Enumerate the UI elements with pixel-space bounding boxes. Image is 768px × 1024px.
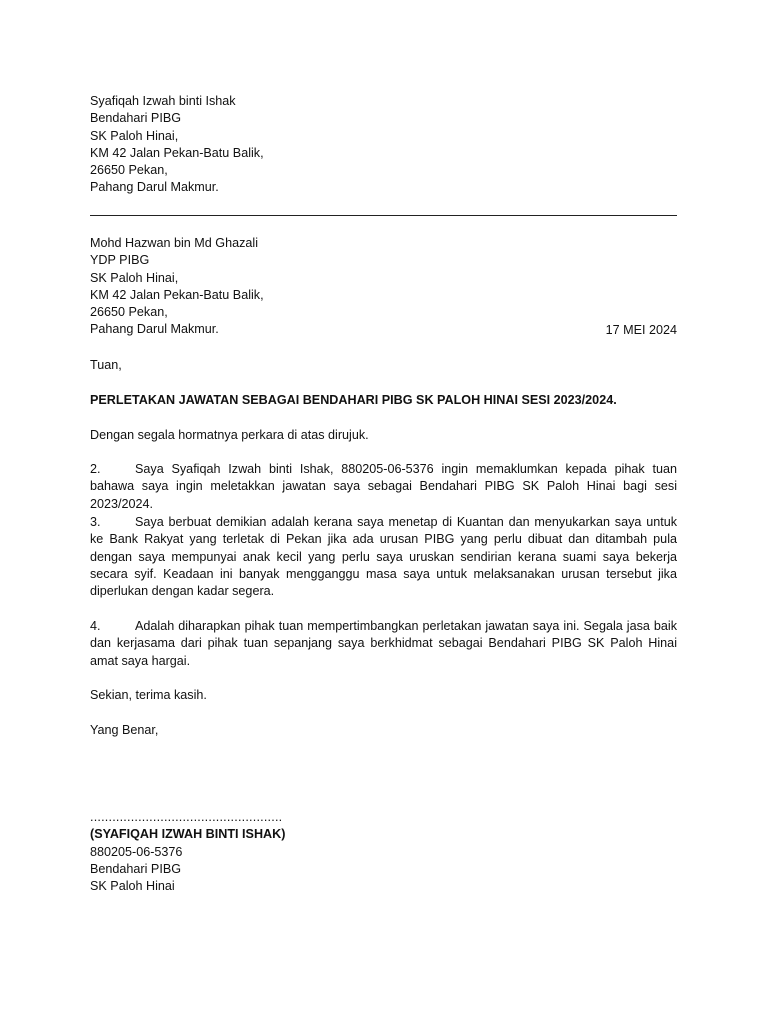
paragraph-text: Adalah diharapkan pihak tuan mempertimbangkan perletakan jawatan saya ini. Segala jasa baik dan kerjasama dari pihak tuan sepanjang saya berkhidmat sebagai Bendahari PIBG SK Paloh Hinai amat saya hargai. bbox=[90, 619, 677, 668]
paragraph-2 bbox=[90, 461, 677, 513]
signatory-position: Bendahari PIBG bbox=[90, 861, 182, 876]
letter-date: 17 MEI 2024 bbox=[605, 323, 677, 337]
recipient-address-line-1: KM 42 Jalan Pekan-Batu Balik, bbox=[90, 287, 264, 302]
salutation: Tuan, bbox=[90, 358, 122, 372]
signatory-ic-number: 880205-06-5376 bbox=[90, 844, 183, 859]
paragraph-text: Saya berbuat demikian adalah kerana saya menetap di Kuantan dan menyukarkan saya untuk ke Bank Rakyat yang terletak di Pekan jika ada urusan PIBG yang perlu dibuat dan ditambah pula dengan saya mempunyai anak kecil yang perlu saya uruskan sendirian kerana suami saya bekerja secara syif. Keadaan ini banyak mengganggu masa saya untuk melaksanakan urusan tersebut jika diperlukan dengan kadar segera. bbox=[90, 515, 677, 599]
paragraph-3 bbox=[90, 514, 677, 600]
signatory-name: (SYAFIQAH IZWAH BINTI ISHAK) bbox=[90, 827, 286, 842]
sender-address-line-2: 26650 Pekan, bbox=[90, 163, 168, 178]
recipient-school: SK Paloh Hinai, bbox=[90, 270, 179, 285]
recipient-address-line-2: 26650 Pekan, bbox=[90, 305, 168, 320]
sender-block bbox=[90, 93, 677, 197]
signature-line: .................................................... bbox=[90, 810, 283, 824]
signatory-school: SK Paloh Hinai bbox=[90, 879, 175, 894]
paragraph-4 bbox=[90, 618, 677, 670]
signature-block bbox=[90, 809, 677, 895]
sender-position: Bendahari PIBG bbox=[90, 111, 182, 126]
recipient-name: Mohd Hazwan bin Md Ghazali bbox=[90, 236, 258, 250]
paragraph-text: Saya Syafiqah Izwah binti Ishak, 880205-06-5376 ingin memaklumkan kepada pihak tuan bahawa saya ingin meletakkan jawatan saya sebagai Bendahari PIBG SK Paloh Hinai bagi sesi 2023/2024. bbox=[90, 462, 677, 511]
sender-name: Syafiqah Izwah binti Ishak bbox=[90, 94, 236, 108]
paragraph-number: 4. bbox=[90, 619, 101, 633]
sender-address-line-1: KM 42 Jalan Pekan-Batu Balik, bbox=[90, 145, 264, 160]
recipient-position: YDP PIBG bbox=[90, 253, 150, 268]
sign-off: Yang Benar, bbox=[90, 723, 159, 737]
sender-address-line-3: Pahang Darul Makmur. bbox=[90, 180, 219, 195]
paragraph-number: 3. bbox=[90, 515, 101, 529]
closing-line: Sekian, terima kasih. bbox=[90, 688, 207, 702]
subject-line: PERLETAKAN JAWATAN SEBAGAI BENDAHARI PIBG SK PALOH HINAI SESI 2023/2024. bbox=[90, 393, 617, 407]
recipient-block bbox=[90, 235, 677, 339]
paragraph-number: 2. bbox=[90, 462, 101, 476]
header-divider bbox=[90, 215, 677, 216]
opening-line: Dengan segala hormatnya perkara di atas dirujuk. bbox=[90, 428, 369, 442]
sender-school: SK Paloh Hinai, bbox=[90, 128, 179, 143]
recipient-address-line-3: Pahang Darul Makmur. bbox=[90, 322, 219, 337]
